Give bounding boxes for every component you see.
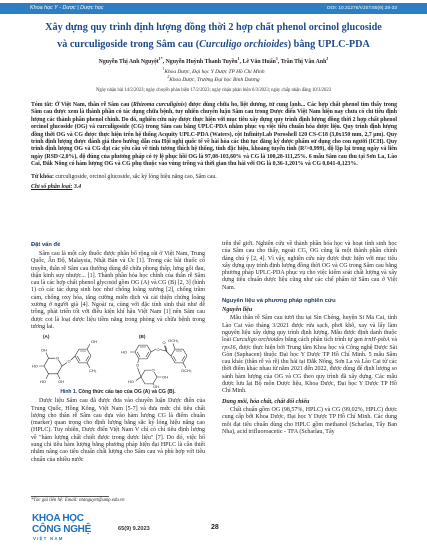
chemicals-paragraph: Chất chuẩn gồm OG (98,57%, HPLC) và CG (99,02%, HPLC) được cung cấp bởi Khoa Dược, Đại học Y Dược TP Hồ Chí Minh. Các dung môi đạt tiêu chuẩn dùng cho HPLC gồm methanol (Scharlau, Tây Ban Nha), acid trifluoroacetic - TFA (Scharlau, Tây: [222, 406, 397, 435]
atom-label: OH: [58, 379, 64, 385]
author-affiliation-mark: 1: [275, 56, 278, 62]
abstract: [31, 102, 397, 169]
atom-label: HO: [128, 379, 134, 385]
logo-text-line-2: CÔNG NGHỆ: [32, 524, 91, 535]
right-column: [222, 241, 397, 436]
keywords-text: curculigoside, orcinol glucoside, sắc ký lỏng hiệu năng cao, Sâm cau.: [53, 173, 217, 180]
abstract-block: [31, 102, 397, 191]
affiliation-text: Khoa Dược, Trường Đại học Bình Dương: [169, 77, 260, 83]
author-affiliation-mark: 1: [237, 56, 240, 62]
author-affiliation-mark: 1*: [158, 56, 163, 62]
structure-b-label: (B): [139, 334, 146, 340]
logo-text-line-1: KHOA HỌC: [32, 513, 84, 524]
caption-text: Công thức cấu tạo của OG (A) và CG (B).: [77, 389, 176, 396]
paper-title: [18, 19, 409, 53]
footnote-text: *Tác giả liên hệ: Email:: [31, 498, 80, 503]
benzene-double-bonds: [137, 347, 149, 357]
classification-label: Chỉ số phân loại:: [31, 184, 73, 191]
atom-label: OH: [91, 339, 97, 345]
keywords: [31, 174, 397, 181]
keywords-label: Từ khóa:: [31, 173, 54, 180]
atom-label: OCH₃: [181, 368, 192, 374]
footnote-divider: [31, 496, 109, 497]
structure-a-label: (A): [43, 334, 50, 340]
gene-name: trnH-psbA: [364, 337, 390, 344]
atom-label: O: [55, 355, 60, 361]
affiliation-2: [20, 77, 407, 83]
glucose-ring: [44, 355, 62, 374]
materials-paragraph: [222, 315, 397, 395]
atom-label: O: [162, 340, 166, 346]
author-name: Trần Thị Vân Anh: [280, 59, 327, 65]
author-list: Nguyễn Thị Anh Nguyệt$^{1*}$, Nguyễn Huỳnh Thanh Tuyền$^1$, Lê Văn Huấn$^1$, Trần Thị Vân Anh$^2$: [98, 56, 329, 65]
atom-label: O: [67, 358, 71, 364]
figure-1-caption: [31, 389, 205, 396]
atom-label: O: [151, 367, 155, 373]
author-name: Lê Văn Huấn: [242, 59, 276, 65]
atom-label: OH: [162, 374, 168, 380]
subsection-heading-materials: Nguyên liệu: [222, 307, 253, 314]
left-column: [31, 241, 205, 464]
caption-label: Hình 1.: [60, 389, 78, 396]
affiliation-mark: 1: [162, 67, 165, 72]
atom-label: OCH₃: [168, 338, 179, 344]
affiliation-1: [20, 69, 407, 75]
affiliation-mark: 2: [167, 75, 170, 80]
atom-label: HO: [121, 349, 127, 355]
journal-section: Khoa học Y - Dược | Dược học: [30, 5, 104, 11]
atom-label: OH: [153, 384, 159, 389]
author-email-link[interactable]: ntanguyet@ump.edu.vn: [79, 498, 125, 503]
paragraph-text: bằng cách phân tích trình tự gen: [283, 337, 365, 344]
abstract-text: Ở Việt Nam, thân rễ Sâm cau (: [53, 102, 134, 108]
benzene-double-bonds: [173, 351, 185, 361]
title-text: và curculigoside trong Sâm cau (: [57, 39, 200, 50]
doi[interactable]: DOI: 10.31276/VJST.65(9).28-33: [327, 5, 397, 11]
gene-name: rps16: [222, 344, 236, 351]
author-affiliation-mark: 2: [326, 56, 329, 62]
paragraph-text: Mẫu thân rễ Sâm cau tươi thu tại Sìn Chéng, huyện Si Ma Cai, tỉnh Lào Cai vào tháng 3/2021 được rửa sạch, phơi khô, xay và lấy làm nguyên liệu xây dựng quy trình định lượng. Mẫu được định danh thuộc loài: [222, 315, 397, 344]
atom-label: HO: [40, 379, 46, 385]
classification: [31, 184, 397, 191]
title-line-2: [18, 36, 409, 53]
journal-logo: [30, 511, 102, 545]
paragraph-text: và: [389, 337, 397, 344]
author-name: Nguyễn Huỳnh Thanh Tuyền: [165, 59, 238, 65]
introduction-paragraph-2: Dược liệu Sâm cau đã được đưa vào chuyên luận Dược điển của Trung Quốc, Hồng Kông, Việt Nam [5-7] và đưa mức chỉ tiêu chất lượng cho thân rễ Sâm cau dựa vào hàm lượng CG là điểm chuẩn (marker) quan trọng cho định lượng bằng sắc ký lỏng hiệu năng cao (HPLC). Tuy nhiên, Dược điển Việt Nam V chỉ có chỉ tiêu định lượng về "hàm lượng chất chiết được trong dược liệu" [7]. Do đó, việc bổ sung chỉ tiêu hàm lượng bằng phương pháp hiện đại HPLC là cần thiết nhằm nâng cao tiêu chuẩn chất lượng cho Sâm cau và phù hợp với tiêu chuẩn của nhiều nước: [31, 398, 205, 463]
chemical-structures-svg: [31, 332, 205, 388]
title-species: Curculigo orchioides: [199, 39, 288, 50]
atom-label: O: [135, 362, 140, 368]
submission-dates: Ngày nhận bài 14/2/2023; ngày chuyển phản biện 17/2/2023; ngày nhận phản biện 6/3/2023; ngày chấp nhận đăng 10/3/2023: [95, 88, 332, 93]
abstract-label: Tóm tắt:: [31, 102, 54, 108]
glucose-ring: [141, 367, 157, 384]
section-heading-methods: Nguyên liệu và phương pháp nghiên cứu: [222, 298, 336, 305]
title-text: ) bằng UPLC-PDA: [287, 39, 370, 50]
atom-label: HO: [32, 363, 38, 369]
atom-label: O: [156, 347, 160, 353]
abstract-text: ) được dùng chữa ho, liệt dương, tử cung lạnh... Các hợp chất phenol tìm thấy trong Sâm cau được xem là thành phần có tác dụng chữa bệnh, tuy nhiên chuyên luận Sâm cau trong Dược điển Việt Nam hiện nay chưa có chỉ tiêu định lượng các thành phần phenol chính. Do đó, nghiên cứu này được thực hiện với mục tiêu xây dựng quy trình định lượng đồng thời 2 hợp chất phenol orcinol glucoside (OG) và curculigoside (CG) trong Sâm cau bằng UPLC-PDA nhằm phục vụ việc tiêu chuẩn hóa dược liệu. Quy trình định lượng đồng thời OG và CG được thực hiện trên hệ thống Acquity UPLC-PDA (Waters), cột InfinityLab Poroshell 120 CS-C18 (3,0x150 mm, 2,7 µm). Quy trình định lượng được đánh giá theo hướng dẫn của Hội nghị quốc tế về hài hòa các thủ tục đăng ký dược phẩm sử dụng cho con người (ICH). Quy trình định lượng OG và CG đạt các yêu cầu về tính tương thích hệ thống, tính đặc hiệu, khoảng tuyến tính (R²>0,999), độ lặp lại trong ngày và liên ngày (RSD<2,0%), độ đúng của phương pháp có tỷ lệ phục hồi OG là 97,08-103,60% và CG là 100,28-111,25%. 6 mẫu Sâm cau thu tại Sơn La, Lào Cai, Đắk Nông có hàm lượng OG và CG phụ thuộc vào vùng trồng và thời gian thu hái với OG là 0,36-1,201% và CG 0,041-0,123%.: [31, 102, 398, 168]
paragraph-text: , được thực hiện bởi Trung tâm Khoa học và Công nghệ Dược Sài Gòn (Saphacen) thuộc Đại học Y Dược TP Hồ Chí Minh. 5 mẫu Sâm cau khác (thân rễ và rễ) thu hái tại Đắk Nông, Sơn La và Lào Cai từ các thời điểm khác nhau từ năm 2021 đến 2022, được dùng để định lượng so sánh hàm lượng của OG và CG theo quy trình đã xây dựng. Các mẫu được lưu lại Bộ môn Dược liệu, Khoa Dược, Đại học Y Dược TP Hồ Chí Minh.: [222, 344, 397, 395]
introduction-paragraph-3: trên thế giới. Nghiên cứu về thành phần hóa học và hoạt tính sinh học của Sâm cau cho thấy, ngoài CG, OG cũng là một thành phần chính đáng chú ý [2, 4]. Vì vậy, nghiên cứu này được thực hiện với mục tiêu xây dựng quy trình định lượng đồng thời OG và CG trong Sâm cau bằng phương pháp UPLC-PDA phục vụ cho việc kiểm soát chất lượng và xây dựng tiêu chuẩn dược liệu cũng như các chế phẩm từ Sâm cau ở Việt Nam.: [222, 241, 397, 291]
journal-header-bar: [0, 3, 427, 14]
figure-1-structures: [31, 332, 205, 388]
subsection-heading-chemicals: Dung môi, hóa chất, chất đối chiếu: [222, 398, 310, 405]
section-heading-introduction: Đặt vấn đề: [31, 242, 61, 248]
logo-tagline: VIỆT NAM: [33, 536, 64, 541]
species-name: Curculigo orchioides: [232, 337, 284, 344]
affiliation-text: Khoa Dược, Đại học Y Dược TP Hồ Chí Minh: [164, 69, 265, 75]
classification-value: 3.4: [72, 184, 82, 191]
atom-label: CH₃: [89, 368, 97, 374]
atom-label: OH: [41, 347, 47, 353]
title-line-1: Xây dựng quy trình định lượng đồng thời 2 hợp chất phenol orcinol glucoside: [45, 22, 382, 33]
abstract-italic: Rhizoma curculiginis: [133, 102, 185, 108]
author-name: Nguyễn Thị Anh Nguyệt: [98, 59, 159, 65]
page-number: 28: [211, 524, 219, 531]
benzene-double-bonds: [77, 351, 89, 361]
corresponding-author-footnote: [31, 498, 125, 503]
introduction-paragraph-1: Sâm cau là một cây thuốc được phân bố rộng rãi ở Việt Nam, Trung Quốc, Ấn Độ, Malaysia, Nhật Bản và Úc [1]. Trong các bài thuốc cổ truyền, thân rễ Sâm cau thường dùng để chữa phong thấp, lưng gối đau, thận kinh suy nhược... [1]. Thành phần hóa học chính của thân rễ Sâm cau là các hợp chất phenol glycosid gồm OG (A) và CG (B) [2, 3] (hình 1) có các tác dụng sinh học như chống loãng xương [2], chống trầm cảm, chống oxy hóa, tăng cường miễn dịch và cải thiện chứng loãng xương ở người già [4]. Ngoài ra, cùng với đặc tính sinh thái như dễ trồng, phát triển tốt với điều kiện khí hậu Việt Nam [1] nên Sâm cau được coi là loại dược liệu tiềm năng trong phòng và chữa bệnh trong tương lai.: [31, 251, 205, 330]
issue-info: 65(9) 9.2023: [118, 526, 150, 532]
